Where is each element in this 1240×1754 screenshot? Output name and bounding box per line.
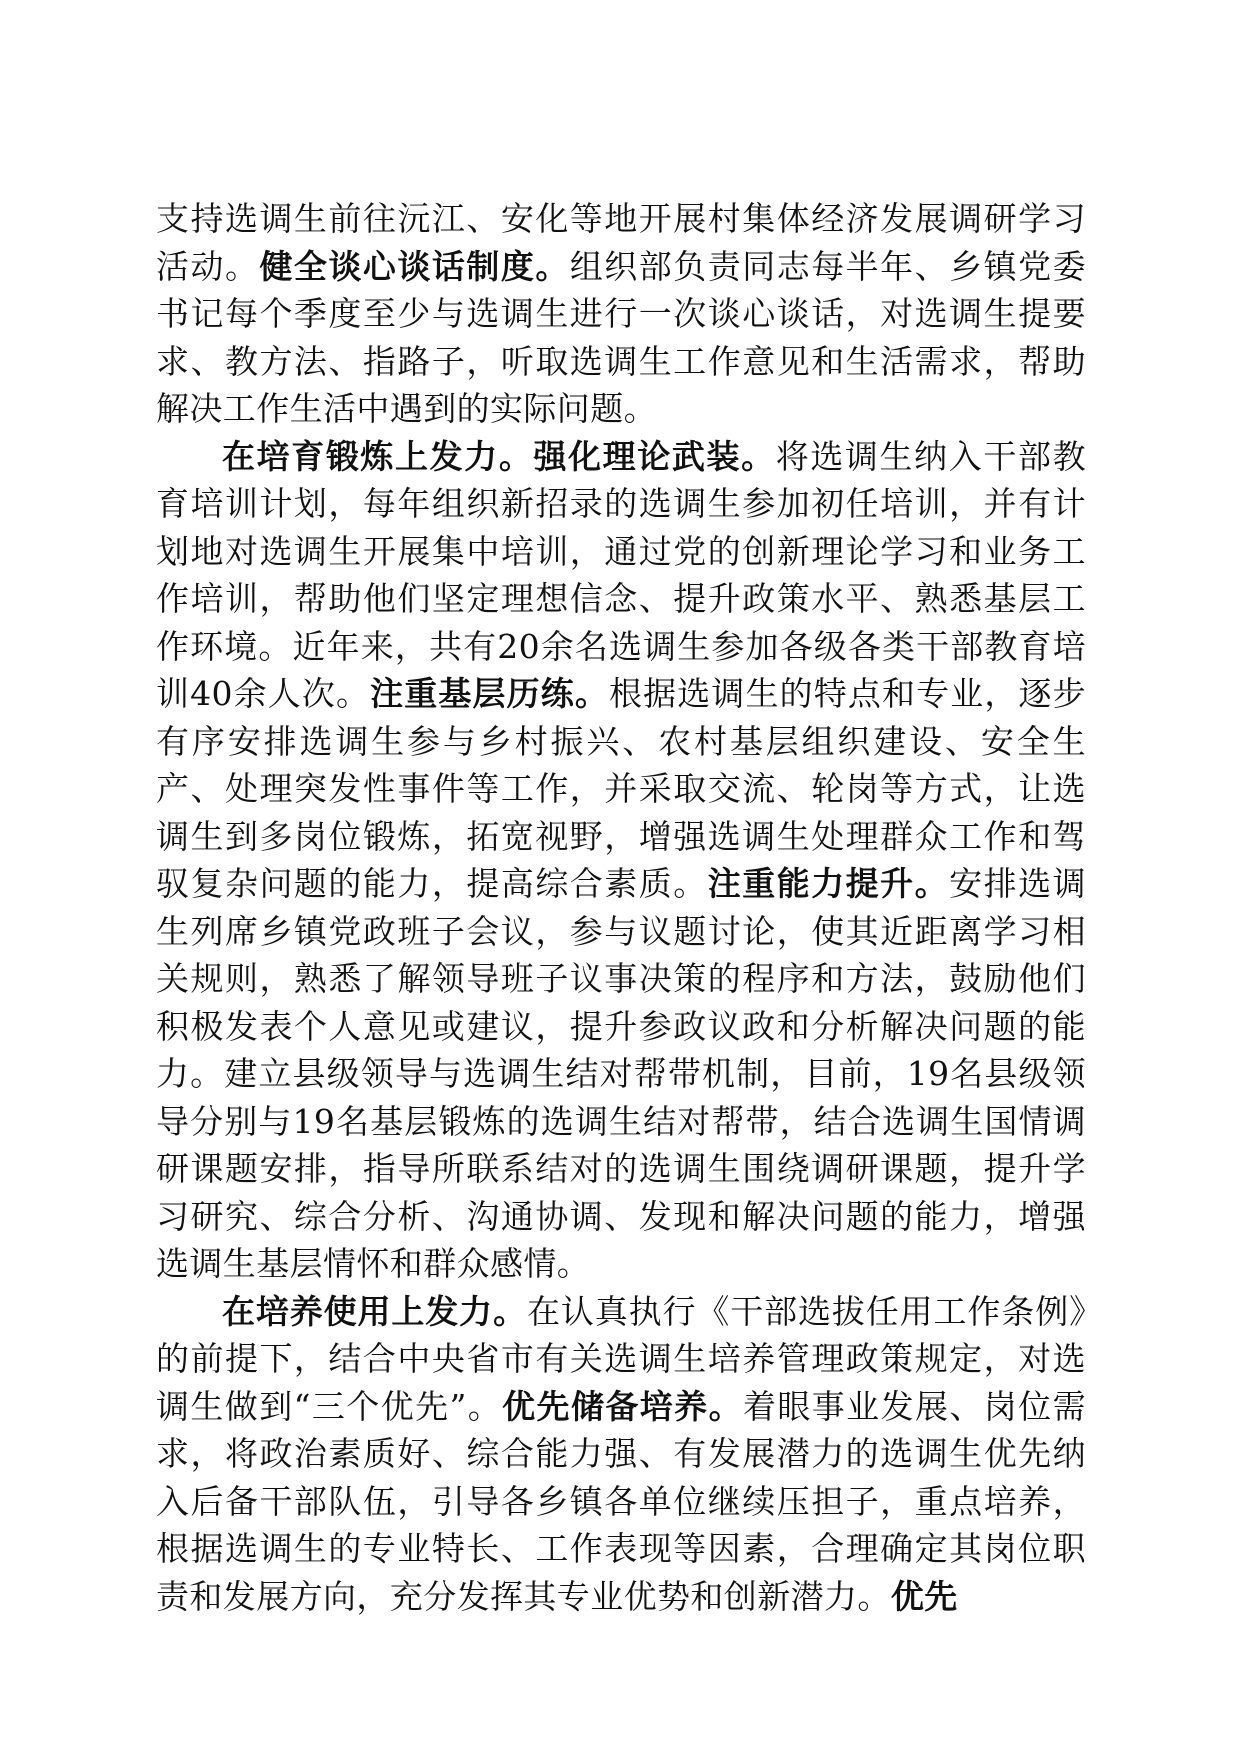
section-heading: 注重基层历练。 xyxy=(370,674,609,713)
paragraph-text: 支持选调生前往沅江、安化等地开展村集体经济发展调研学习活动。 xyxy=(156,199,1086,286)
section-heading: 注重能力提升。 xyxy=(707,864,950,903)
section-heading: 在培育锻炼上发力。 xyxy=(222,436,534,476)
section-heading: 强化理论武装。 xyxy=(533,436,776,476)
paragraph-3 xyxy=(156,1288,1086,1621)
paragraph-text: 在认真执行《干部选拔任用工作条例》的前提下，结合中央省市有关选调生培养管理政策规定，对选调生做到“三个优先”。 xyxy=(156,1291,1086,1426)
paragraph-text: 组织部负责同志每半年、乡镇党委书记每个季度至少与选调生进行一次谈心谈话，对选调生提要求、教方法、指路子，听取选调生工作意见和生活需求，帮助解决工作生活中遇到的实际问题。 xyxy=(156,246,1086,428)
paragraph-1 xyxy=(156,195,1086,433)
paragraph-text: 安排选调生列席乡镇党政班子会议，参与议题讨论，使其近距离学习相关规则，熟悉了解领导班子议事决策的程序和方法，鼓励他们积极发表个人意见或建议，提升参政议政和分析解决问题的能力。建立县级领导与选调生结对帮带机制，目前，19名县级领导分别与19名基层锻炼的选调生结对帮带，结合选调生国情调研课题安排，指导所联系结对的选调生围绕调研课题，提升学习研究、综合分析、沟通协调、发现和解决问题的能力，增强选调生基层情怀和群众感情。 xyxy=(156,864,1086,1283)
paragraph-text: 着眼事业发展、岗位需求，将政治素质好、综合能力强、有发展潜力的选调生优先纳入后备干部队伍，引导各乡镇各单位继续压担子，重点培养，根据选调生的专业特长、工作表现等因素，合理确定其岗位职责和发展方向，充分发挥其专业优势和创新潜力。 xyxy=(156,1386,1086,1616)
section-heading: 优先 xyxy=(890,1576,958,1616)
section-heading: 健全谈心谈话制度。 xyxy=(259,246,570,286)
paragraph-text: 根据选调生的特点和专业，逐步有序安排选调生参与乡村振兴、农村基层组织建设、安全生产、处理突发性事件等工作，并采取交流、轮岗等方式，让选调生到多岗位锻炼，拓宽视野，增强选调生处理群众工作和驾驭复杂问题的能力，提高综合素质。 xyxy=(156,674,1086,903)
section-heading: 优先储备培养。 xyxy=(502,1386,743,1426)
section-heading: 在培养使用上发力。 xyxy=(222,1291,527,1331)
paragraph-text: 将选调生纳入干部教育培训计划，每年组织新招录的选调生参加初任培训，并有计划地对选调生开展集中培训，通过党的创新理论学习和业务工作培训，帮助他们坚定理想信念、提升政策水平、熟悉基层工作环境。近年来，共有20余名选调生参加各级各类干部教育培训40余人次。 xyxy=(156,436,1086,713)
paragraph-2 xyxy=(156,433,1086,1288)
document-body xyxy=(156,195,1086,1620)
